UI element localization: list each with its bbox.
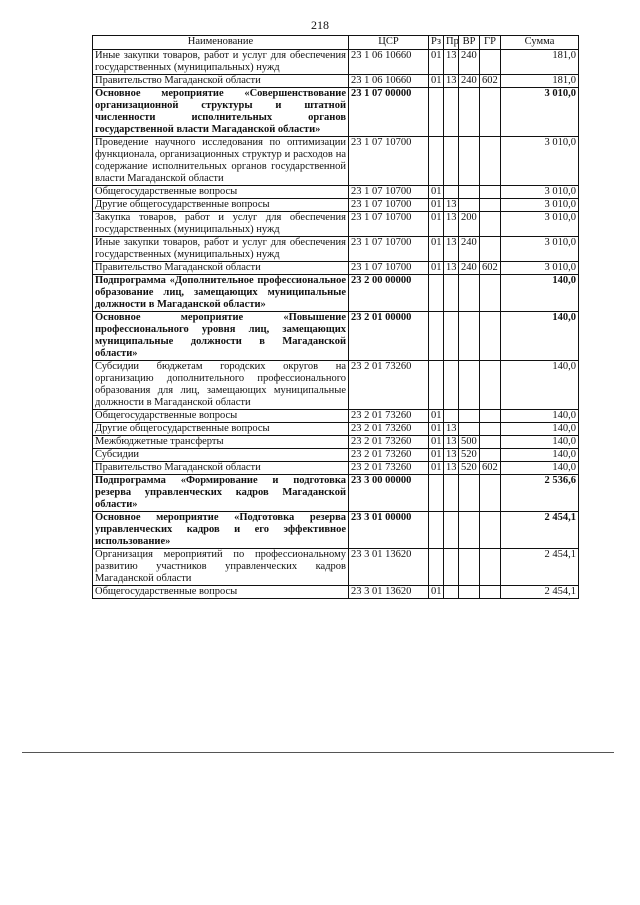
cell-sum: 140,0 <box>501 436 579 449</box>
cell-vr <box>459 410 480 423</box>
table-row <box>93 586 579 599</box>
cell-pr <box>444 137 459 186</box>
cell-pr: 13 <box>444 462 459 475</box>
cell-pr <box>444 549 459 586</box>
cell-name: Другие общегосударственные вопросы <box>93 423 349 436</box>
cell-sum: 140,0 <box>501 423 579 436</box>
cell-csr: 23 2 01 73260 <box>349 423 429 436</box>
cell-sum: 140,0 <box>501 449 579 462</box>
cell-name: Общегосударственные вопросы <box>93 586 349 599</box>
cell-pr <box>444 186 459 199</box>
header-pr: Пр <box>444 36 459 50</box>
cell-sum: 3 010,0 <box>501 199 579 212</box>
cell-name: Другие общегосударственные вопросы <box>93 199 349 212</box>
table-row <box>93 199 579 212</box>
cell-rz: 01 <box>429 423 444 436</box>
cell-gr: 602 <box>480 462 501 475</box>
cell-pr <box>444 475 459 512</box>
cell-csr: 23 1 07 10700 <box>349 262 429 275</box>
cell-rz: 01 <box>429 262 444 275</box>
cell-name: Межбюджетные трансферты <box>93 436 349 449</box>
page-bottom-rule <box>22 752 614 753</box>
cell-pr: 13 <box>444 50 459 75</box>
cell-csr: 23 2 01 73260 <box>349 410 429 423</box>
cell-sum: 181,0 <box>501 75 579 88</box>
cell-vr: 520 <box>459 462 480 475</box>
cell-csr: 23 3 01 13620 <box>349 586 429 599</box>
cell-rz: 01 <box>429 75 444 88</box>
cell-vr <box>459 186 480 199</box>
cell-gr <box>480 212 501 237</box>
cell-pr: 13 <box>444 262 459 275</box>
cell-name: Основное мероприятие «Подготовка резерва управленческих кадров и его эффективное использование» <box>93 512 349 549</box>
cell-sum: 140,0 <box>501 410 579 423</box>
cell-name: Субсидии бюджетам городских округов на организацию дополнительного профессионального образования для лиц, замещающих муниципальные должности в Магаданской области <box>93 361 349 410</box>
cell-gr <box>480 275 501 312</box>
table-row <box>93 186 579 199</box>
cell-sum: 2 454,1 <box>501 512 579 549</box>
table-row <box>93 462 579 475</box>
cell-vr <box>459 512 480 549</box>
cell-csr: 23 2 00 00000 <box>349 275 429 312</box>
cell-rz: 01 <box>429 462 444 475</box>
cell-gr <box>480 512 501 549</box>
cell-csr: 23 1 07 10700 <box>349 186 429 199</box>
cell-pr: 13 <box>444 212 459 237</box>
table-row <box>93 361 579 410</box>
cell-vr: 240 <box>459 50 480 75</box>
cell-name: Правительство Магаданской области <box>93 462 349 475</box>
cell-csr: 23 1 07 10700 <box>349 199 429 212</box>
cell-gr <box>480 410 501 423</box>
cell-vr <box>459 549 480 586</box>
table-row <box>93 50 579 75</box>
cell-rz: 01 <box>429 186 444 199</box>
table-row <box>93 237 579 262</box>
cell-name: Подпрограмма «Формирование и подготовка резерва управленческих кадров Магаданской области» <box>93 475 349 512</box>
cell-csr: 23 2 01 00000 <box>349 312 429 361</box>
cell-sum: 140,0 <box>501 275 579 312</box>
cell-gr <box>480 312 501 361</box>
cell-pr: 13 <box>444 449 459 462</box>
table-row <box>93 312 579 361</box>
table-row <box>93 212 579 237</box>
cell-sum: 3 010,0 <box>501 137 579 186</box>
cell-sum: 140,0 <box>501 312 579 361</box>
cell-sum: 3 010,0 <box>501 237 579 262</box>
cell-csr: 23 3 01 13620 <box>349 549 429 586</box>
cell-pr <box>444 512 459 549</box>
header-gr: ГР <box>480 36 501 50</box>
table-row <box>93 549 579 586</box>
cell-sum: 3 010,0 <box>501 186 579 199</box>
table-row <box>93 88 579 137</box>
cell-rz <box>429 475 444 512</box>
header-rz: Рз <box>429 36 444 50</box>
cell-gr <box>480 237 501 262</box>
cell-vr: 240 <box>459 75 480 88</box>
cell-gr <box>480 88 501 137</box>
cell-pr: 13 <box>444 436 459 449</box>
cell-rz: 01 <box>429 50 444 75</box>
cell-gr <box>480 586 501 599</box>
cell-rz: 01 <box>429 212 444 237</box>
cell-vr: 240 <box>459 262 480 275</box>
cell-gr <box>480 449 501 462</box>
cell-vr: 520 <box>459 449 480 462</box>
cell-pr <box>444 275 459 312</box>
table-row <box>93 275 579 312</box>
cell-gr <box>480 436 501 449</box>
cell-vr <box>459 275 480 312</box>
cell-rz: 01 <box>429 237 444 262</box>
cell-rz <box>429 549 444 586</box>
cell-name: Общегосударственные вопросы <box>93 186 349 199</box>
cell-sum: 3 010,0 <box>501 262 579 275</box>
cell-rz <box>429 275 444 312</box>
budget-table <box>92 35 579 599</box>
cell-vr <box>459 312 480 361</box>
cell-csr: 23 2 01 73260 <box>349 449 429 462</box>
cell-name: Основное мероприятие «Повышение профессионального уровня лиц, замещающих муниципальные должности в Магаданской области» <box>93 312 349 361</box>
cell-name: Основное мероприятие «Совершенствование организационной структуры и штатной численности исполнительных органов государственной власти Магаданской области» <box>93 88 349 137</box>
table-row <box>93 410 579 423</box>
cell-vr <box>459 199 480 212</box>
cell-name: Субсидии <box>93 449 349 462</box>
cell-vr: 500 <box>459 436 480 449</box>
cell-pr: 13 <box>444 423 459 436</box>
cell-name: Подпрограмма «Дополнительное профессиональное образование лиц, замещающих муниципальные должности в Магаданской области» <box>93 275 349 312</box>
cell-rz: 01 <box>429 586 444 599</box>
cell-vr: 240 <box>459 237 480 262</box>
cell-csr: 23 2 01 73260 <box>349 436 429 449</box>
cell-sum: 2 454,1 <box>501 586 579 599</box>
header-name: Наименование <box>93 36 349 50</box>
cell-sum: 140,0 <box>501 462 579 475</box>
cell-rz: 01 <box>429 449 444 462</box>
cell-sum: 140,0 <box>501 361 579 410</box>
table-row <box>93 512 579 549</box>
cell-name: Правительство Магаданской области <box>93 262 349 275</box>
cell-name: Закупка товаров, работ и услуг для обеспечения государственных (муниципальных) нужд <box>93 212 349 237</box>
cell-sum: 3 010,0 <box>501 88 579 137</box>
table-row <box>93 436 579 449</box>
cell-rz <box>429 361 444 410</box>
cell-name: Правительство Магаданской области <box>93 75 349 88</box>
cell-sum: 2 536,6 <box>501 475 579 512</box>
cell-gr <box>480 199 501 212</box>
cell-vr <box>459 586 480 599</box>
cell-csr: 23 2 01 73260 <box>349 462 429 475</box>
cell-gr <box>480 475 501 512</box>
cell-pr <box>444 410 459 423</box>
cell-csr: 23 1 07 10700 <box>349 237 429 262</box>
header-csr: ЦСР <box>349 36 429 50</box>
cell-csr: 23 1 06 10660 <box>349 50 429 75</box>
cell-rz: 01 <box>429 410 444 423</box>
page-number: 218 <box>311 18 329 32</box>
cell-pr <box>444 88 459 137</box>
cell-name: Проведение научного исследования по оптимизации функционала, организационных структур и расходов на содержание исполнительных органов государственной власти Магаданской области <box>93 137 349 186</box>
cell-pr: 13 <box>444 75 459 88</box>
cell-sum: 2 454,1 <box>501 549 579 586</box>
cell-csr: 23 1 07 10700 <box>349 212 429 237</box>
cell-vr <box>459 361 480 410</box>
cell-rz <box>429 88 444 137</box>
cell-name: Организация мероприятий по профессиональному развитию участников управленческих кадров Магаданской области <box>93 549 349 586</box>
cell-vr <box>459 137 480 186</box>
table-row <box>93 475 579 512</box>
cell-gr <box>480 361 501 410</box>
cell-gr <box>480 549 501 586</box>
cell-rz: 01 <box>429 199 444 212</box>
cell-name: Общегосударственные вопросы <box>93 410 349 423</box>
cell-gr: 602 <box>480 262 501 275</box>
cell-csr: 23 1 07 10700 <box>349 137 429 186</box>
table-row <box>93 75 579 88</box>
cell-pr <box>444 312 459 361</box>
cell-sum: 181,0 <box>501 50 579 75</box>
cell-csr: 23 1 06 10660 <box>349 75 429 88</box>
cell-vr: 200 <box>459 212 480 237</box>
cell-pr <box>444 586 459 599</box>
cell-csr: 23 1 07 00000 <box>349 88 429 137</box>
cell-gr <box>480 50 501 75</box>
cell-rz <box>429 512 444 549</box>
cell-gr <box>480 423 501 436</box>
cell-pr <box>444 361 459 410</box>
cell-pr: 13 <box>444 237 459 262</box>
cell-gr <box>480 137 501 186</box>
cell-rz <box>429 312 444 361</box>
cell-sum: 3 010,0 <box>501 212 579 237</box>
cell-name: Иные закупки товаров, работ и услуг для обеспечения государственных (муниципальных) нужд <box>93 50 349 75</box>
cell-name: Иные закупки товаров, работ и услуг для обеспечения государственных (муниципальных) нужд <box>93 237 349 262</box>
cell-vr <box>459 88 480 137</box>
table-row <box>93 262 579 275</box>
table-row <box>93 449 579 462</box>
cell-vr <box>459 423 480 436</box>
table-header-row <box>93 36 579 50</box>
cell-gr <box>480 186 501 199</box>
cell-pr: 13 <box>444 199 459 212</box>
cell-rz <box>429 137 444 186</box>
cell-gr: 602 <box>480 75 501 88</box>
cell-csr: 23 3 01 00000 <box>349 512 429 549</box>
header-vr: ВР <box>459 36 480 50</box>
header-sum: Сумма <box>501 36 579 50</box>
cell-vr <box>459 475 480 512</box>
table-row <box>93 423 579 436</box>
cell-csr: 23 3 00 00000 <box>349 475 429 512</box>
table-row <box>93 137 579 186</box>
cell-rz: 01 <box>429 436 444 449</box>
cell-csr: 23 2 01 73260 <box>349 361 429 410</box>
